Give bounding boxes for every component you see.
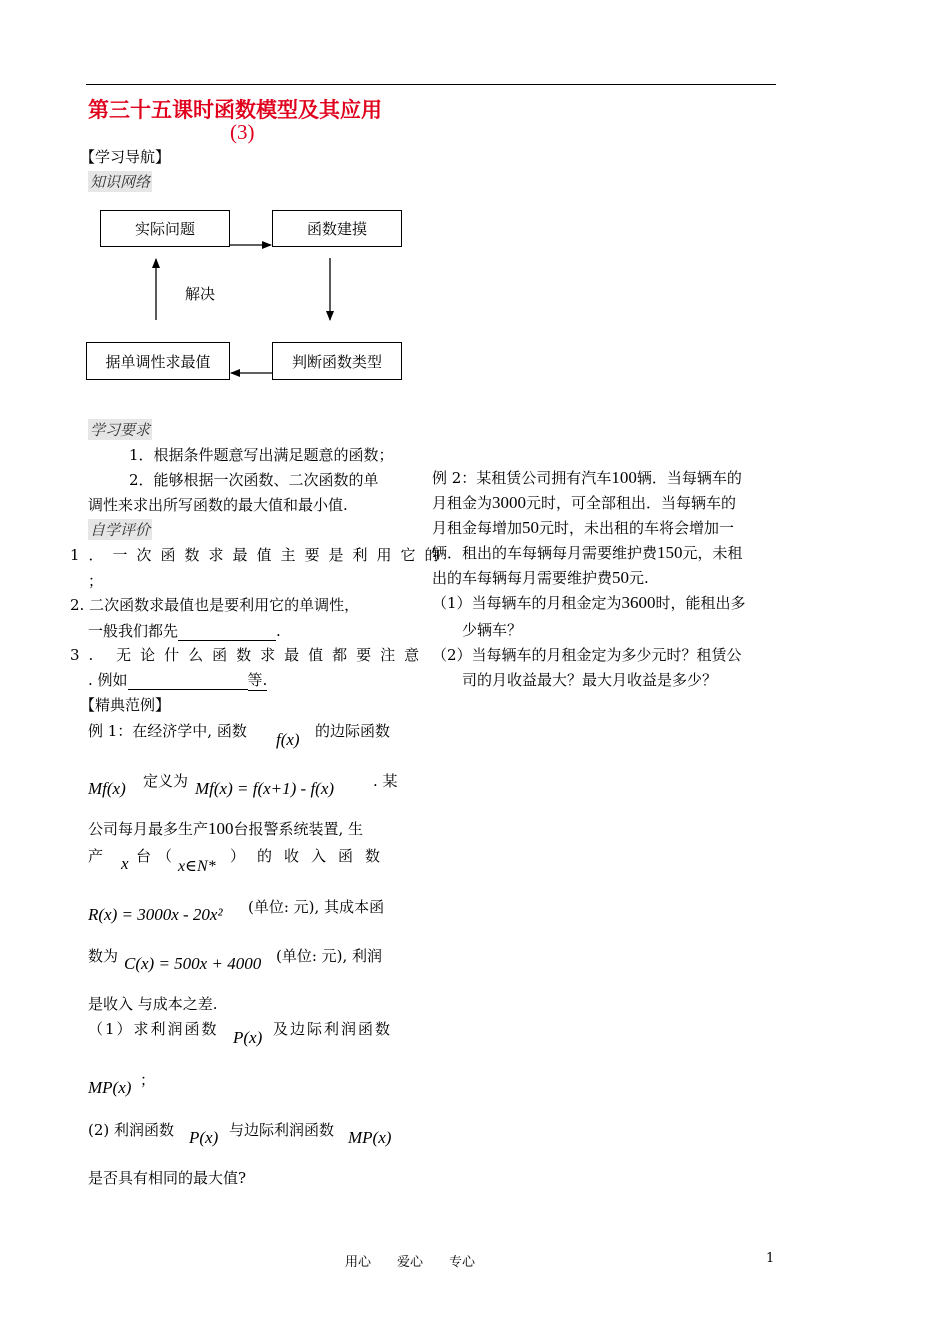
ex2-text: 辆．当每辆车的 bbox=[636, 469, 742, 487]
ex2-text: 时，能租出多 bbox=[655, 594, 746, 612]
flow-box-label: 实际问题 bbox=[134, 220, 195, 238]
ex1-marginal-profit-2: MP(x) bbox=[348, 1128, 392, 1147]
self-eval-q2-period: . bbox=[276, 622, 281, 640]
ex1-line3 bbox=[88, 818, 363, 839]
ex1-mf-def: Mf(x) = f(x+1) - f(x) bbox=[195, 779, 335, 798]
ex1-profit: P(x) bbox=[233, 1028, 263, 1047]
ex1-cost: C(x) = 500x + 4000 bbox=[124, 954, 262, 973]
ex2-line5 bbox=[432, 567, 649, 588]
ex2-number: 100 bbox=[611, 468, 637, 487]
ex2-number: 50 bbox=[612, 568, 630, 587]
ex1-revenue: R(x) = 3000x - 20x² bbox=[88, 905, 223, 924]
ex2-line3 bbox=[432, 517, 734, 538]
ex1-line3-text: 公司每月最多生产 bbox=[88, 820, 209, 838]
ex1-line1-end: 的边际函数 bbox=[315, 722, 391, 740]
section-self-eval: 自学评价 bbox=[90, 521, 151, 539]
ex1-line6-end: (单位: 元), 利润 bbox=[276, 947, 383, 965]
fill-blank bbox=[178, 622, 276, 641]
ex2-number: 3000 bbox=[492, 493, 527, 512]
ex2-text: 元时，可全部租出．当每辆车的 bbox=[526, 494, 737, 512]
ex2-text: 元. bbox=[629, 569, 649, 587]
requirement-1: 1．根据条件题意写出满足题意的函数； bbox=[129, 446, 394, 464]
ex1-part1-end: ； bbox=[140, 1071, 156, 1089]
ex2-text: 月租金每增加 bbox=[432, 519, 523, 537]
ex1-part2-end: 是否具有相同的最大值? bbox=[88, 1169, 247, 1187]
section-guide: 【学习导航】 bbox=[80, 148, 171, 166]
flow-box-label: 判断函数类型 bbox=[291, 352, 382, 371]
ex2-text: （1）当每辆车的月租金定为 bbox=[432, 594, 622, 612]
ex1-part2-mid: 与边际利润函数 bbox=[229, 1121, 335, 1139]
ex2-question2-cont: 司的月收益最大？最大月收益是多少？ bbox=[462, 671, 718, 689]
ex1-line5-end: (单位: 元), 其成本函 bbox=[248, 898, 385, 916]
ex1-line6: 数为 bbox=[88, 947, 119, 965]
self-eval-q3-end: 等. bbox=[247, 671, 268, 689]
ex1-set: x∈N* bbox=[178, 858, 216, 875]
ex2-text: 出的车每辆每月需要维护费 bbox=[432, 569, 613, 587]
self-eval-q3: 3. 无论什么函数求最值都要注意 bbox=[70, 646, 429, 664]
ex1-part2: (2) 利润函数 bbox=[88, 1121, 175, 1139]
ex1-line7: 是收入 与成本之差. bbox=[88, 995, 218, 1013]
self-eval-q1-end: ； bbox=[88, 572, 104, 590]
page-number: 1 bbox=[766, 1251, 775, 1266]
ex2-question1 bbox=[432, 592, 746, 613]
ex1-line4-end: ）的收入函数 bbox=[230, 847, 393, 865]
ex1-line2-end: . 某 bbox=[373, 772, 398, 790]
self-eval-q2: 2. 二次函数求最值也是要利用它的单调性， bbox=[70, 596, 360, 614]
ex2-number: 150 bbox=[657, 543, 683, 562]
ex1-number: 100 bbox=[208, 819, 234, 838]
ex2-text: 元，未租 bbox=[682, 544, 743, 562]
ex2-text: 元时，未出租的车将会增加一 bbox=[539, 519, 735, 537]
footer-motto: 用心 爱心 专心 bbox=[345, 1255, 476, 1270]
self-eval-q3-cont bbox=[88, 669, 267, 691]
section-knowledge-net: 知识网络 bbox=[90, 173, 151, 191]
page-title: 第三十五课时函数模型及其应用 bbox=[88, 98, 382, 122]
ex1-marginal-profit: MP(x) bbox=[88, 1078, 132, 1097]
ex1-line4-start: 产 bbox=[88, 847, 104, 865]
ex1-part1-mid: 及边际利润函数 bbox=[273, 1020, 393, 1038]
self-eval-q2-cont bbox=[88, 620, 281, 641]
self-eval-q2-text: 一般我们都先 bbox=[88, 622, 179, 640]
ex2-text: 例 2：某租赁公司拥有汽车 bbox=[432, 469, 612, 487]
flow-arrows bbox=[0, 0, 950, 400]
page-title-part: (3) bbox=[230, 120, 255, 144]
ex2-number: 50 bbox=[522, 518, 540, 537]
ex2-question1-cont: 少辆车？ bbox=[462, 621, 523, 639]
flow-box-label: 据单调性求最值 bbox=[105, 352, 211, 371]
ex2-number: 3600 bbox=[621, 593, 656, 612]
ex2-text: 辆．租出的车每辆每月需要维护费 bbox=[432, 544, 658, 562]
ex2-question2: （2）当每辆车的月租金定为多少元时？租赁公 bbox=[432, 646, 742, 664]
section-examples: 【精典范例】 bbox=[80, 696, 171, 714]
requirement-2: 2．能够根据一次函数、二次函数的单 bbox=[129, 471, 379, 489]
ex2-text: 月租金为 bbox=[432, 494, 493, 512]
ex1-line2: 定义为 bbox=[143, 772, 189, 790]
fill-blank bbox=[128, 671, 248, 690]
section-requirements: 学习要求 bbox=[90, 421, 151, 439]
ex2-line4 bbox=[432, 542, 743, 563]
ex1-line3-text2: 台报警系统装置, 生 bbox=[233, 820, 364, 838]
ex1-line4-mid: 台（ bbox=[136, 847, 179, 865]
self-eval-q1: 1．一次函数求最值主要是利用它的 bbox=[70, 546, 449, 564]
ex1-fx: f(x) bbox=[276, 730, 300, 749]
ex2-line2 bbox=[432, 492, 736, 513]
flow-label-solve: 解决 bbox=[185, 285, 216, 303]
ex1-profit-2: P(x) bbox=[189, 1128, 219, 1147]
ex1-mf: Mf(x) bbox=[88, 779, 126, 798]
ex2-line1 bbox=[432, 467, 742, 488]
requirement-2-cont: 调性来求出所写函数的最大值和最小值. bbox=[88, 496, 348, 514]
ex1-line1: 例 1：在经济学中, 函数 bbox=[88, 722, 247, 740]
self-eval-q3-text: . 例如 bbox=[88, 671, 128, 689]
flow-box-label: 函数建摸 bbox=[306, 220, 367, 238]
ex1-part1: （1）求利润函数 bbox=[88, 1020, 219, 1038]
ex1-var-x: x bbox=[121, 854, 129, 873]
